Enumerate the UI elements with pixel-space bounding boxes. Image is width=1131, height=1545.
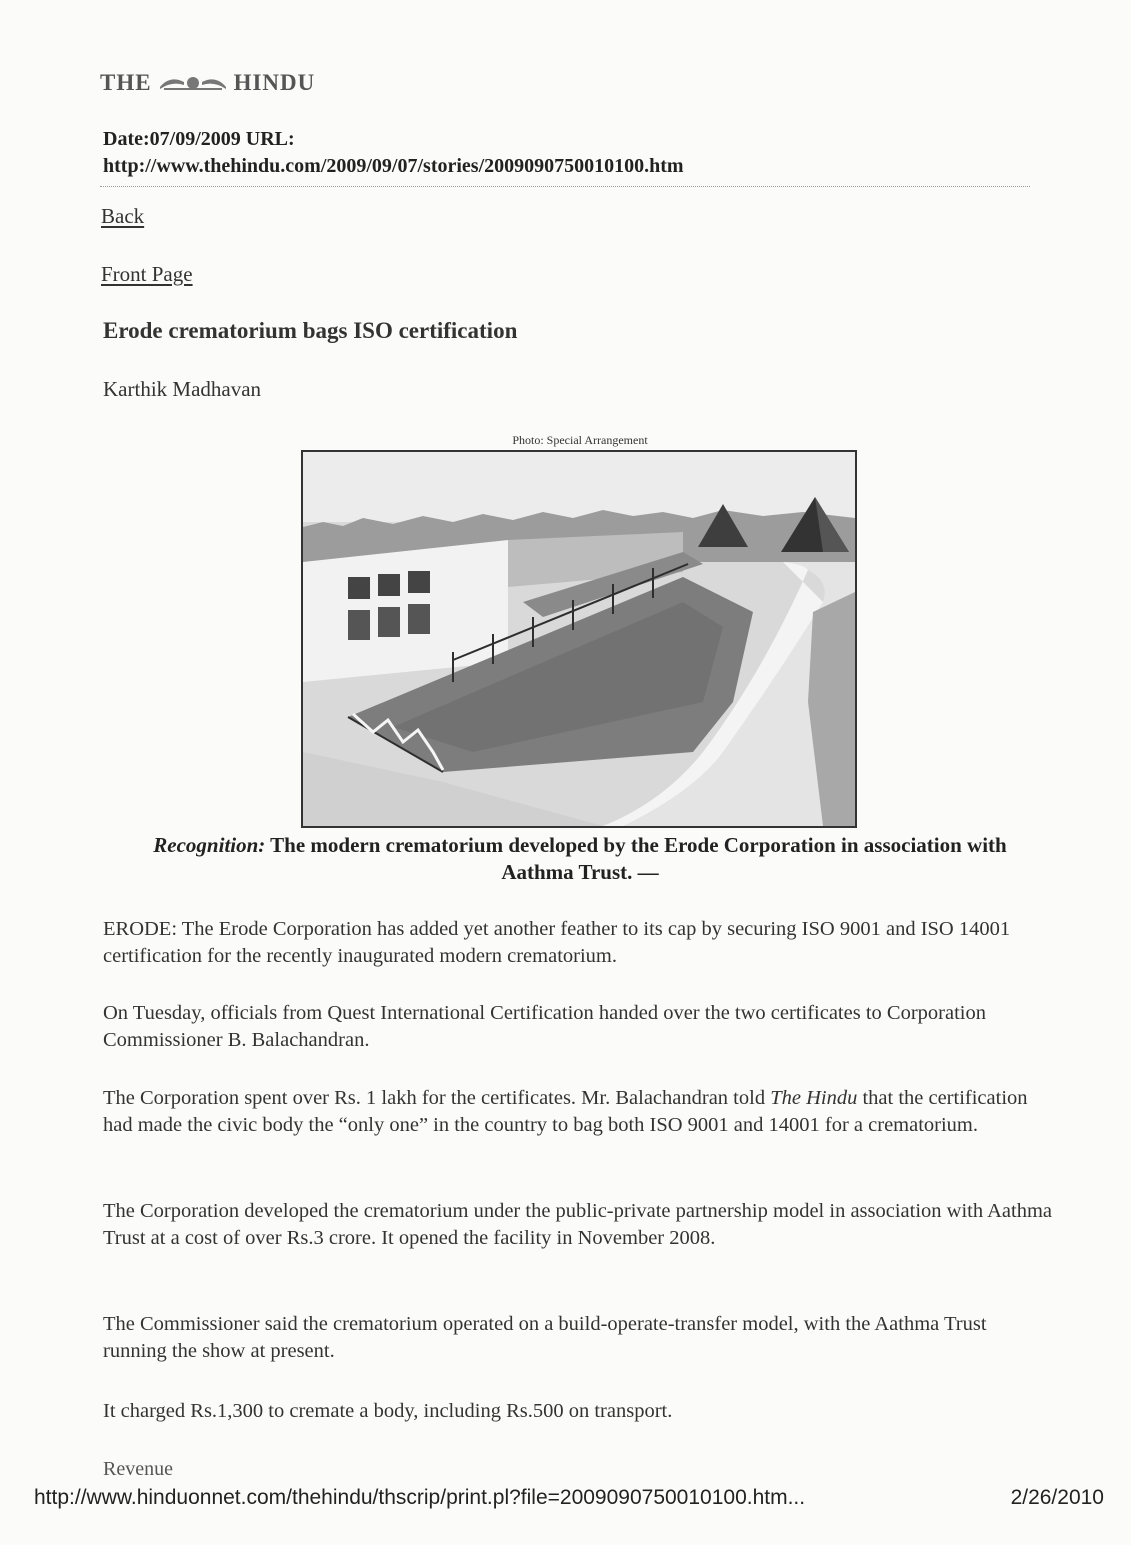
header-divider	[100, 186, 1030, 187]
paragraph-3-start: The Corporation spent over Rs. 1 lakh for the certificates. Mr. Balachandran told	[103, 1087, 771, 1109]
paragraph-4: The Corporation developed the crematorium under the public-private partnership model in association with Aathma Trust at a cost of over Rs.3 crore. It opened the facility in November 2008.	[103, 1200, 1052, 1249]
photo-credit: Photo: Special Arrangement	[512, 433, 648, 447]
crematorium-photo-illustration	[303, 452, 855, 826]
dateline-url: http://www.thehindu.com/2009/09/07/stories/2009090750010100.htm	[103, 155, 684, 177]
paragraph-6: It charged Rs.1,300 to cremate a body, including Rs.500 on transport.	[103, 1400, 673, 1422]
article-headline: Erode crematorium bags ISO certification	[103, 318, 518, 343]
masthead-right: HINDU	[233, 70, 316, 95]
print-footer	[34, 1486, 1104, 1510]
masthead-left: THE	[100, 70, 152, 95]
paragraph-1: ERODE: The Erode Corporation has added yet another feather to its cap by securing ISO 9001 and ISO 14001 certification for the recently inaugurated modern crematorium.	[103, 918, 1011, 967]
photo-caption	[140, 832, 1020, 886]
front-page-link[interactable]: Front Page	[101, 262, 193, 286]
crematorium-photo	[301, 450, 857, 828]
dateline	[103, 126, 684, 180]
emblem-icon	[154, 73, 232, 93]
paragraph-3	[103, 1085, 1053, 1139]
paragraph-3-end: that the certification had made the civic body the “only one” in the country to bag both ISO 9001 and 14001 for a crematorium.	[103, 1087, 1028, 1136]
footer-url: http://www.hinduonnet.com/thehindu/thscrip/print.pl?file=2009090750010100.htm...	[34, 1486, 806, 1509]
paragraph-3-publication: The Hindu	[770, 1087, 858, 1109]
footer-date: 2/26/2010	[1010, 1486, 1104, 1509]
caption-text: The modern crematorium developed by the Erode Corporation in association with Aathma Trust. —	[265, 833, 1007, 884]
masthead-logo	[100, 70, 315, 96]
paragraph-2: On Tuesday, officials from Quest International Certification handed over the two certificates to Corporation Commissioner B. Balachandran.	[103, 1002, 986, 1051]
section-subhead: Revenue	[103, 1458, 173, 1480]
paragraph-5: The Commissioner said the crematorium operated on a build-operate-transfer model, with the Aathma Trust running the show at present.	[103, 1313, 987, 1362]
back-link[interactable]: Back	[101, 204, 145, 228]
caption-lead: Recognition:	[153, 833, 266, 857]
article-byline: Karthik Madhavan	[103, 377, 262, 401]
dateline-date: Date:07/09/2009 URL:	[103, 128, 295, 150]
